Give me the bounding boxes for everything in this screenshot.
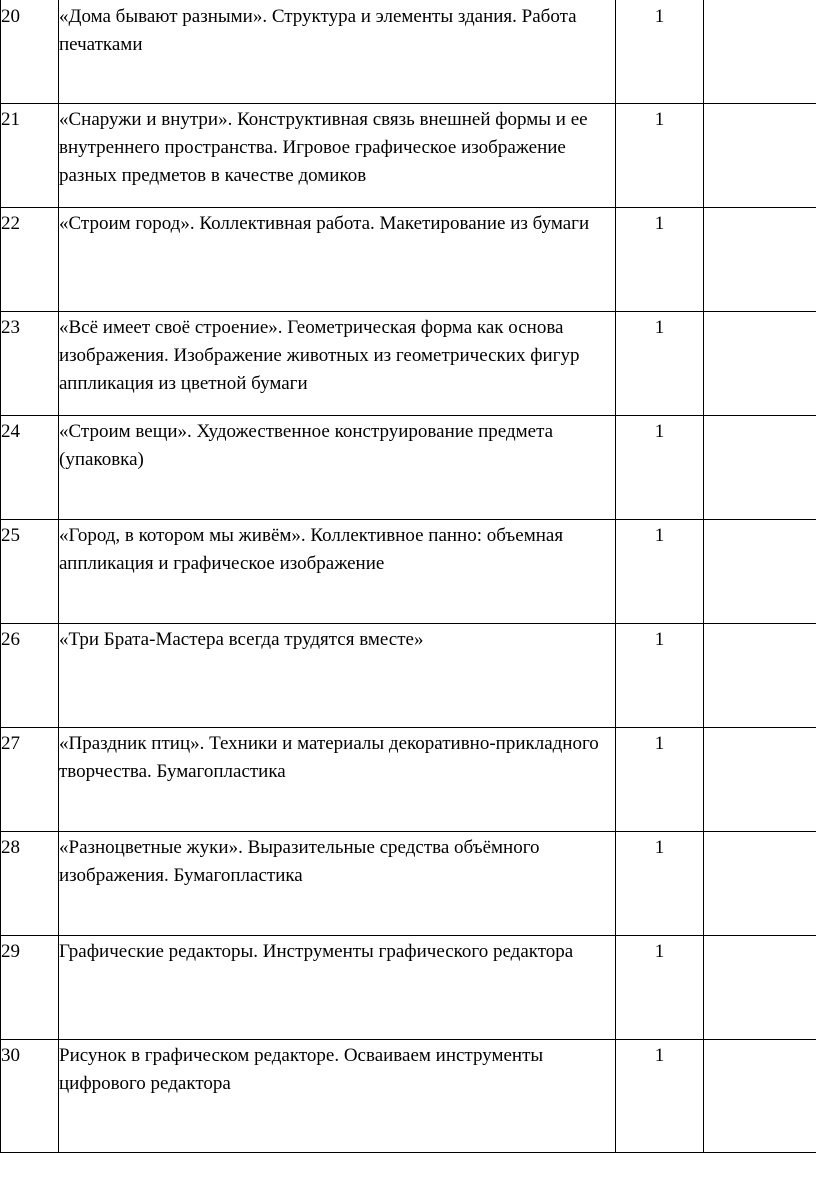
lesson-hours-cell: 1 (616, 936, 704, 1040)
table-row (1, 520, 816, 624)
lesson-topic-cell: «Разноцветные жуки». Выразительные средства объёмного изображения. Бумагопластика (59, 832, 616, 936)
lesson-number-cell: 24 (1, 416, 59, 520)
lesson-hours-cell: 1 (616, 832, 704, 936)
table-row (1, 624, 816, 728)
lesson-topic-cell: «Праздник птиц». Техники и материалы декоративно-прикладного творчества. Бумагопластика (59, 728, 616, 832)
lesson-number-cell: 29 (1, 936, 59, 1040)
lesson-extra-cell (704, 520, 816, 624)
lesson-extra-cell (704, 728, 816, 832)
lesson-extra-cell (704, 416, 816, 520)
lesson-number-cell: 28 (1, 832, 59, 936)
lesson-hours-cell: 1 (616, 104, 704, 208)
lesson-number-cell: 21 (1, 104, 59, 208)
lesson-hours-cell: 1 (616, 728, 704, 832)
lesson-topic-cell: «Снаружи и внутри». Конструктивная связь внешней формы и ее внутреннего пространства. Игровое графическое изображение разных предметов в качестве домиков (59, 104, 616, 208)
lesson-hours-cell: 1 (616, 624, 704, 728)
lesson-hours-cell: 1 (616, 312, 704, 416)
lesson-extra-cell (704, 104, 816, 208)
lesson-extra-cell (704, 1040, 816, 1153)
lesson-number-cell: 22 (1, 208, 59, 312)
lesson-topic-cell: «Всё имеет своё строение». Геометрическая форма как основа изображения. Изображение животных из геометрических фигур аппликация из цветной бумаги (59, 312, 616, 416)
lesson-topic-cell: Рисунок в графическом редакторе. Осваиваем инструменты цифрового редактора (59, 1040, 616, 1153)
lesson-extra-cell (704, 624, 816, 728)
table-row (1, 728, 816, 832)
lesson-hours-cell: 1 (616, 0, 704, 104)
table-row (1, 936, 816, 1040)
table-row (1, 1040, 816, 1153)
lesson-hours-cell: 1 (616, 520, 704, 624)
lesson-number-cell: 30 (1, 1040, 59, 1153)
lesson-number-cell: 26 (1, 624, 59, 728)
lesson-extra-cell (704, 0, 816, 104)
table-body (1, 0, 816, 1153)
lesson-topic-cell: «Дома бывают разными». Структура и элементы здания. Работа печатками (59, 0, 616, 104)
table-row (1, 312, 816, 416)
lesson-hours-cell: 1 (616, 416, 704, 520)
table-row (1, 0, 816, 104)
lesson-topic-cell: «Три Брата-Мастера всегда трудятся вместе» (59, 624, 616, 728)
lesson-number-cell: 25 (1, 520, 59, 624)
lesson-extra-cell (704, 208, 816, 312)
lesson-number-cell: 23 (1, 312, 59, 416)
table-row (1, 104, 816, 208)
lesson-topic-cell: «Строим город». Коллективная работа. Макетирование из бумаги (59, 208, 616, 312)
table-row (1, 416, 816, 520)
table-row (1, 208, 816, 312)
lesson-topic-cell: «Город, в котором мы живём». Коллективное панно: объемная аппликация и графическое изображение (59, 520, 616, 624)
lesson-number-cell: 20 (1, 0, 59, 104)
lesson-hours-cell: 1 (616, 208, 704, 312)
lesson-extra-cell (704, 832, 816, 936)
lesson-topic-cell: Графические редакторы. Инструменты графического редактора (59, 936, 616, 1040)
lesson-extra-cell (704, 312, 816, 416)
lesson-number-cell: 27 (1, 728, 59, 832)
table-row (1, 832, 816, 936)
lesson-hours-cell: 1 (616, 1040, 704, 1153)
lesson-extra-cell (704, 936, 816, 1040)
lesson-topic-cell: «Строим вещи». Художественное конструирование предмета (упаковка) (59, 416, 616, 520)
